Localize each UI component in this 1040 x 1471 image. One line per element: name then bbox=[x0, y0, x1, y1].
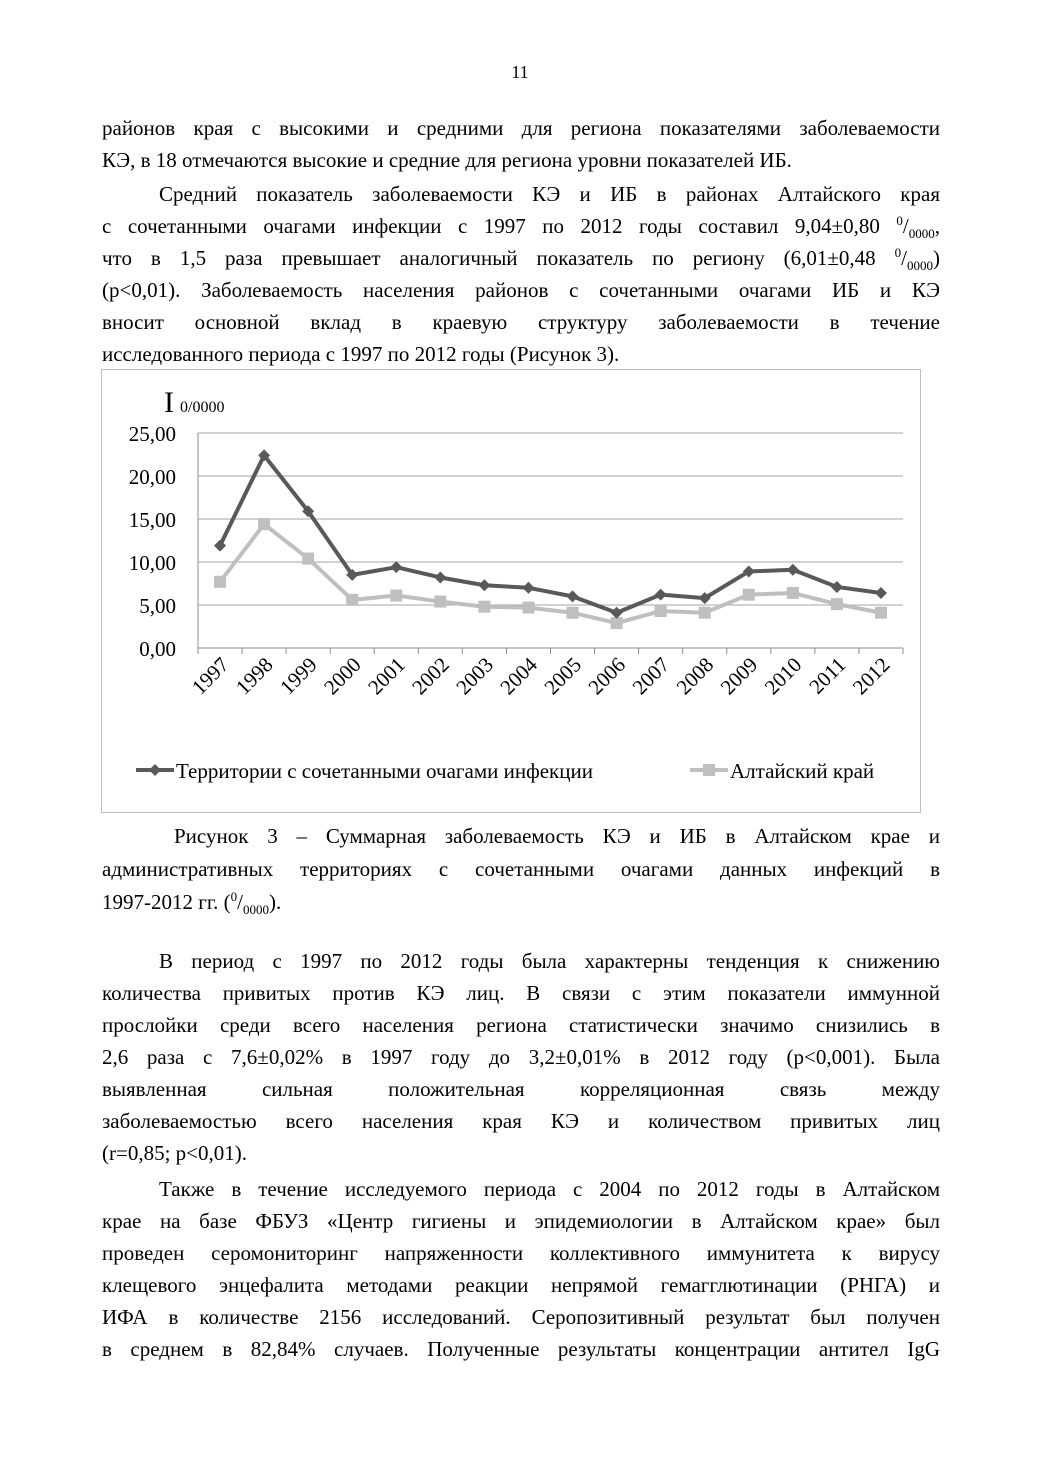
text-line: ИФА в количестве 2156 исследований. Серопозитивный результат был получен bbox=[102, 1305, 940, 1329]
text-line: заболеваемостью всего населения края КЭ и количеством привитых лиц bbox=[102, 1109, 940, 1133]
paragraph-2 bbox=[102, 178, 940, 370]
x-tick-label: 2001 bbox=[363, 652, 410, 700]
page-number: 11 bbox=[511, 62, 529, 82]
x-tick-label: 2010 bbox=[759, 652, 807, 700]
data-point bbox=[346, 594, 358, 606]
text-line: Также в течение исследуемого периода с 2004 по 2012 годы в Алтайском bbox=[159, 1177, 940, 1201]
data-point bbox=[787, 587, 799, 599]
text-line: с сочетанными очагами инфекции с 1997 по 2012 годы составил 9,04±0,80 $^0/_{0000}$, bbox=[102, 213, 940, 242]
data-point bbox=[434, 571, 446, 583]
data-point bbox=[258, 518, 270, 530]
text-line: проведен серомониторинг напряженности коллективного иммунитета к вирусу bbox=[102, 1241, 940, 1265]
text-line: прослойки среди всего населения региона статистически значимо снизились в bbox=[102, 1013, 940, 1037]
x-tick-label: 2012 bbox=[847, 652, 895, 700]
x-tick-label: 2000 bbox=[319, 652, 366, 700]
figure-caption bbox=[102, 820, 940, 919]
line-chart bbox=[102, 370, 922, 814]
data-point bbox=[787, 564, 799, 576]
x-tick-label: 2003 bbox=[451, 652, 498, 700]
data-point bbox=[522, 582, 534, 594]
legend-label: Территории с сочетанными очагами инфекции bbox=[176, 759, 593, 783]
text-line: В период с 1997 по 2012 годы была характерны тенденция к снижению bbox=[159, 949, 940, 973]
caption-line: 1997-2012 гг. $(^0/_{0000})$. bbox=[102, 889, 282, 918]
legend-label: Алтайский край bbox=[730, 759, 875, 783]
caption-line: административных территориях с сочетанными очагами данных инфекций в bbox=[102, 857, 940, 881]
text-line: 2,6 раза с 7,6±0,02% в 1997 году до 3,2±0,01% в 2012 году (p<0,001). Была bbox=[102, 1045, 940, 1069]
text-line: (r=0,85; p<0,01). bbox=[102, 1141, 248, 1165]
y-tick-label: 10,00 bbox=[128, 551, 176, 575]
x-tick-label: 2011 bbox=[804, 652, 851, 699]
data-point bbox=[875, 607, 887, 619]
x-tick-label: 2009 bbox=[715, 652, 763, 700]
paragraph-4 bbox=[102, 1173, 940, 1365]
y-axis-label: I bbox=[164, 386, 174, 419]
x-tick-label: 1999 bbox=[275, 652, 322, 700]
figure-3-chart bbox=[101, 369, 921, 813]
data-point bbox=[302, 553, 314, 565]
data-point bbox=[434, 596, 446, 608]
data-point bbox=[655, 589, 667, 601]
data-point bbox=[875, 587, 887, 599]
data-point bbox=[703, 764, 715, 776]
text-line: что в 1,5 раза превышает аналогичный показатель по региону (6,01±0,48 $^0/_{0000}$) bbox=[102, 245, 940, 274]
series-group bbox=[214, 518, 887, 629]
data-point bbox=[567, 590, 579, 602]
paragraph-1 bbox=[102, 112, 940, 176]
data-point bbox=[390, 590, 402, 602]
text-line: количества привитых против КЭ лиц. В связи с этим показатели иммунной bbox=[102, 981, 940, 1005]
x-tick-label: 2005 bbox=[539, 652, 587, 700]
data-point bbox=[567, 607, 579, 619]
x-tick-label: 2007 bbox=[627, 652, 675, 700]
text-line: клещевого энцефалита методами реакции непрямой гемагглютинации (РНГА) и bbox=[102, 1273, 940, 1297]
text-line: выявленная сильная положительная корреляционная связь между bbox=[102, 1077, 940, 1101]
data-point bbox=[522, 602, 534, 614]
data-point bbox=[743, 589, 755, 601]
data-point bbox=[831, 598, 843, 610]
y-tick-label: 0,00 bbox=[139, 637, 176, 661]
y-tick-label: 15,00 bbox=[128, 508, 176, 532]
x-tick-label: 2008 bbox=[671, 652, 719, 700]
y-axis-unit: 0/0000 bbox=[180, 399, 225, 416]
data-point bbox=[478, 579, 490, 591]
data-point bbox=[699, 607, 711, 619]
data-point bbox=[655, 605, 667, 617]
data-point bbox=[611, 607, 623, 619]
text-line: вносит основной вклад в краевую структуру заболеваемости в течение bbox=[102, 310, 940, 334]
paragraph-3 bbox=[102, 945, 940, 1169]
series-line bbox=[220, 455, 881, 612]
data-point bbox=[831, 581, 843, 593]
data-point bbox=[214, 576, 226, 588]
x-tick-label: 1997 bbox=[186, 652, 234, 700]
data-point bbox=[478, 601, 490, 613]
series-line bbox=[220, 524, 881, 623]
text-line: Средний показатель заболеваемости КЭ и ИБ в районах Алтайского края bbox=[159, 182, 940, 206]
data-point bbox=[149, 764, 161, 776]
text-line: (p<0,01). Заболеваемость населения районов с сочетанными очагами ИБ и КЭ bbox=[102, 278, 940, 302]
data-point bbox=[611, 617, 623, 629]
y-tick-label: 25,00 bbox=[128, 422, 176, 446]
y-tick-label: 5,00 bbox=[139, 594, 176, 618]
text-line: крае на базе ФБУЗ «Центр гигиены и эпидемиологии в Алтайском крае» был bbox=[102, 1209, 940, 1233]
data-point bbox=[390, 561, 402, 573]
x-tick-label: 2004 bbox=[495, 652, 543, 700]
text-line: в среднем в 82,84% случаев. Полученные результаты концентрации антител IgG bbox=[102, 1337, 940, 1361]
y-tick-label: 20,00 bbox=[128, 465, 176, 489]
text-line: исследованного периода с 1997 по 2012 годы (Рисунок 3). bbox=[102, 342, 620, 366]
x-tick-label: 1998 bbox=[230, 652, 278, 700]
x-tick-label: 2006 bbox=[583, 652, 631, 700]
text-line: районов края с высокими и средними для региона показателями заболеваемости bbox=[102, 116, 940, 140]
x-tick-label: 2002 bbox=[407, 652, 454, 700]
text-line: КЭ, в 18 отмечаются высокие и средние для региона уровни показателей ИБ. bbox=[102, 148, 792, 172]
caption-line: Рисунок 3 – Суммарная заболеваемость КЭ и ИБ в Алтайском крае и bbox=[174, 824, 940, 848]
